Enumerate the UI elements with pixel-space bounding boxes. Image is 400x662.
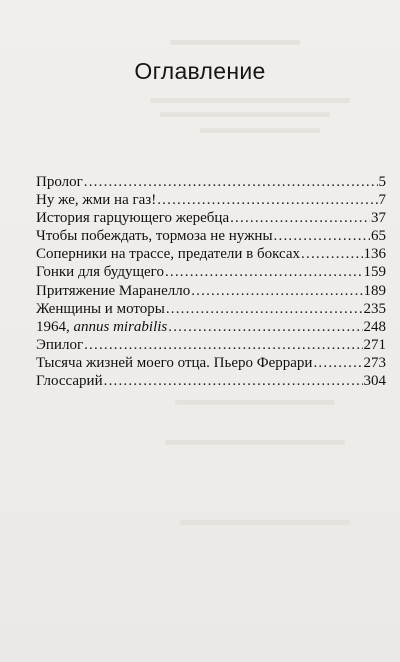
toc-entry-page: 189	[363, 282, 386, 299]
toc-entry-title	[36, 263, 164, 281]
toc-entry-title	[36, 318, 167, 336]
toc-entry-title-text: Пролог	[36, 174, 83, 190]
toc-entry	[36, 282, 386, 300]
toc-entry-title-text: Притяжение Маранелло	[36, 282, 191, 299]
toc-entry-title	[36, 209, 229, 227]
dot-leader	[166, 300, 363, 318]
toc-entry-title	[36, 227, 273, 245]
toc-entry-title	[36, 300, 165, 318]
toc-entry-title	[36, 372, 103, 390]
toc-entry-page: 271	[363, 336, 386, 353]
toc-entry-page: 273	[363, 354, 386, 371]
toc-entry-page: 235	[363, 300, 386, 317]
dot-leader	[168, 318, 362, 336]
toc-entry-page: 37	[371, 210, 386, 227]
toc-entry-page: 248	[363, 318, 386, 335]
toc-entry-title	[36, 173, 83, 191]
bleed-through	[165, 440, 345, 445]
toc-entry-title	[36, 354, 312, 372]
dot-leader	[165, 263, 363, 281]
toc-entry-page: 159	[363, 264, 386, 281]
toc-entry-title-text: Глоссарий	[36, 373, 103, 390]
toc-entry	[36, 354, 386, 372]
toc-entry-page: 7	[378, 192, 386, 209]
dot-leader	[230, 209, 370, 227]
toc-entry-title	[36, 282, 190, 300]
toc-entry-title-text: 1964,	[36, 318, 74, 335]
toc-entry	[36, 245, 386, 263]
toc-entry-title-italic: annus mirabilis	[73, 318, 168, 335]
toc-entry-page: 5	[378, 174, 386, 190]
toc-entry-title-text: Гонки для будущего	[36, 264, 164, 281]
dot-leader	[84, 336, 362, 354]
dot-leader	[313, 354, 362, 372]
toc-entry	[36, 336, 386, 354]
page-title: Оглавление	[134, 58, 266, 84]
dot-leader	[301, 245, 362, 263]
bleed-through	[150, 98, 350, 103]
table-of-contents	[36, 173, 386, 390]
toc-entry-title-text: Ну же, жми на газ!	[36, 192, 157, 209]
toc-entry	[36, 191, 386, 209]
toc-entry	[36, 300, 386, 318]
toc-entry	[36, 318, 386, 336]
toc-entry-title-text: Эпилог	[36, 336, 84, 353]
bleed-through	[180, 520, 350, 525]
dot-leader	[191, 282, 362, 300]
toc-entry	[36, 227, 386, 245]
bleed-through	[200, 128, 320, 133]
toc-entry-page: 304	[363, 373, 386, 390]
toc-entry-title	[36, 336, 83, 354]
toc-entry-page: 65	[371, 228, 386, 245]
toc-entry	[36, 173, 386, 191]
toc-entry-title-text: Женщины и моторы	[36, 300, 165, 317]
toc-entry-title	[36, 191, 156, 209]
bleed-through	[175, 400, 335, 405]
toc-entry-page: 136	[363, 246, 386, 263]
toc-entry-title-text: Чтобы побеждать, тормоза не нужны	[36, 228, 273, 245]
toc-entry	[36, 209, 386, 227]
dot-leader	[104, 372, 363, 390]
dot-leader	[274, 227, 370, 245]
toc-entry	[36, 372, 386, 390]
bleed-through	[170, 40, 300, 45]
toc-entry-title-text: Тысяча жизней моего отца. Пьеро Феррари	[36, 354, 313, 371]
toc-entry	[36, 263, 386, 281]
toc-entry-title-text: История гарцующего жеребца	[36, 210, 230, 227]
toc-entry-title-text: Соперники на трассе, предатели в боксах	[36, 246, 301, 263]
dot-leader	[157, 191, 377, 209]
bleed-through	[160, 112, 330, 117]
toc-entry-title	[36, 245, 300, 263]
dot-leader	[84, 173, 378, 191]
